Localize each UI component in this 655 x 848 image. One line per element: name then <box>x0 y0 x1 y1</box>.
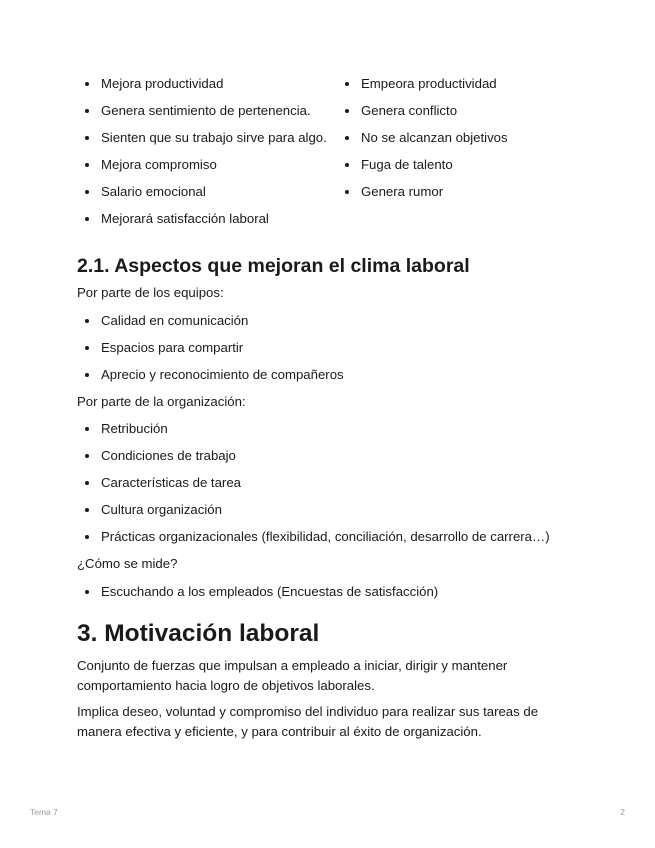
paragraph-implication: Implica deseo, voluntad y compromiso del individuo para realizar sus tareas de manera efectiva y eficiente, y para contribuir al éxito de organización. <box>77 704 539 739</box>
organizacion-list <box>77 419 582 547</box>
list-item: Aprecio y reconocimiento de compañeros <box>77 365 582 385</box>
list-item: Condiciones de trabajo <box>77 446 582 466</box>
positive-effects-list <box>77 74 337 229</box>
list-item: Fuga de talento <box>337 155 582 175</box>
two-column-list <box>77 74 582 236</box>
list-item: Cultura organización <box>77 500 582 520</box>
right-column <box>337 74 582 236</box>
list-item: Mejora productividad <box>77 74 337 94</box>
list-item: No se alcanzan objetivos <box>337 128 582 148</box>
list-item: Retribución <box>77 419 582 439</box>
mide-list <box>77 582 582 602</box>
list-item: Genera sentimiento de pertenencia. <box>77 101 337 121</box>
section-heading-3: 3. Motivación laboral <box>77 620 320 647</box>
equipos-intro: Por parte de los equipos: <box>77 285 224 300</box>
list-item: Genera conflicto <box>337 101 582 121</box>
list-item: Sienten que su trabajo sirve para algo. <box>77 128 337 148</box>
list-item: Mejora compromiso <box>77 155 337 175</box>
equipos-list <box>77 311 582 385</box>
list-item: Escuchando a los empleados (Encuestas de satisfacción) <box>77 582 582 602</box>
footer-doc-title: Tema 7 <box>30 807 58 817</box>
negative-effects-list <box>337 74 582 202</box>
list-item: Características de tarea <box>77 473 582 493</box>
list-item: Prácticas organizacionales (flexibilidad, conciliación, desarrollo de carrera…) <box>77 527 582 547</box>
organizacion-intro: Por parte de la organización: <box>77 393 246 409</box>
mide-intro: ¿Cómo se mide? <box>77 556 178 571</box>
left-column <box>77 74 337 236</box>
list-item: Salario emocional <box>77 182 337 202</box>
document-page <box>77 74 582 748</box>
footer-page-number: 2 <box>620 807 625 817</box>
list-item: Espacios para compartir <box>77 338 582 358</box>
list-item: Mejorará satisfacción laboral <box>77 209 337 229</box>
list-item: Genera rumor <box>337 182 582 202</box>
paragraph-definition: Conjunto de fuerzas que impulsan a empleado a iniciar, dirigir y mantener comportamiento hacia logro de objetivos laborales. <box>77 658 508 693</box>
section-heading-2-1: 2.1. Aspectos que mejoran el clima laboral <box>77 255 470 277</box>
list-item: Calidad en comunicación <box>77 311 582 331</box>
list-item: Empeora productividad <box>337 74 582 94</box>
